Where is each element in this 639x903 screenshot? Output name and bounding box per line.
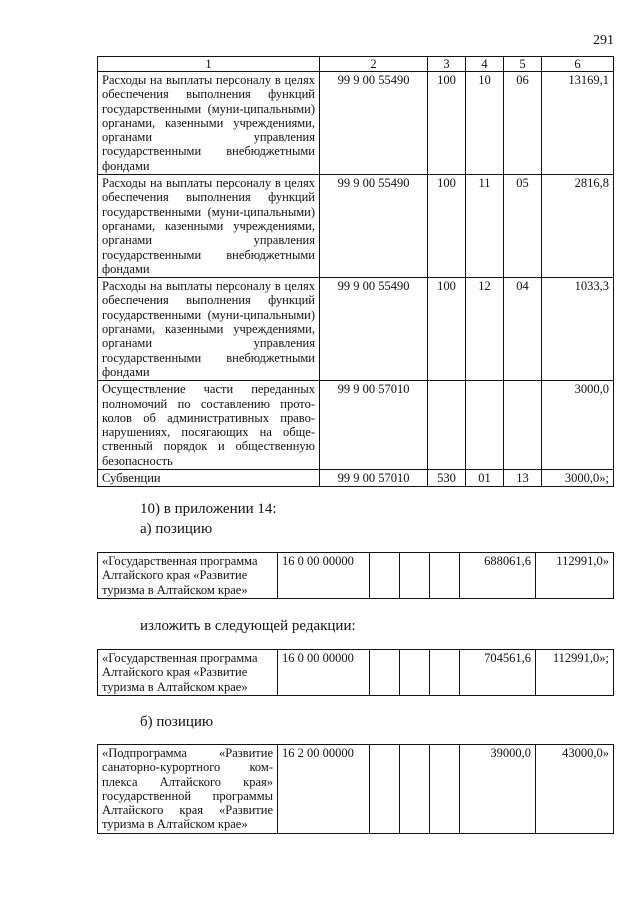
row-rz: 10 (466, 72, 504, 175)
row-sum2: 43000,0» (536, 745, 614, 834)
row-name: «Государственная программа Алтайского края «Развитие туризма в Алтайском крае» (98, 650, 278, 696)
position-a-new-table (97, 649, 614, 696)
row-rz: 01 (466, 470, 504, 487)
row-sum1: 39000,0 (460, 745, 536, 834)
row-c3 (370, 745, 400, 834)
position-b-table (97, 744, 614, 834)
item-a-text: а) позицию (140, 521, 213, 537)
row-sum: 3000,0 (542, 381, 614, 470)
row-c5 (430, 745, 460, 834)
row-vr: 100 (428, 175, 466, 278)
row-sum: 2816,8 (542, 175, 614, 278)
row-vr: 530 (428, 470, 466, 487)
row-sum: 1033,3 (542, 278, 614, 381)
row-sum1: 704561,6 (460, 650, 536, 696)
row-rz: 11 (466, 175, 504, 278)
row-code: 99 9 00 57010 (320, 470, 428, 487)
row-name: «Государственная программа Алтайского края «Развитие туризма в Алтайском крае» (98, 553, 278, 599)
row-vr: 100 (428, 278, 466, 381)
row-name: Расходы на выплаты персоналу в целях обеспечения выполнения функций государственными (муни-ципальными) органами, казенными учреждениями, органами управления государственными внебюджетными фондами (98, 175, 320, 278)
row-code: 99 9 00 55490 (320, 278, 428, 381)
row-pr: 05 (504, 175, 542, 278)
row-rz (466, 381, 504, 470)
page-number: 291 (593, 33, 614, 48)
header-cell: 2 (320, 57, 428, 72)
row-name: Расходы на выплаты персоналу в целях обеспечения выполнения функций государственными (муни-ципальными) органами, казенными учреждениями, органами управления государственными внебюджетными фондами (98, 278, 320, 381)
row-c4 (400, 553, 430, 599)
header-cell: 3 (428, 57, 466, 72)
header-cell: 4 (466, 57, 504, 72)
row-c4 (400, 650, 430, 696)
row-pr: 04 (504, 278, 542, 381)
row-name: Субвенции (98, 470, 320, 487)
header-cell: 5 (504, 57, 542, 72)
edit-text: изложить в следующей редакции: (140, 618, 356, 634)
row-sum: 3000,0»; (542, 470, 614, 487)
row-code: 16 2 00 00000 (278, 745, 370, 834)
row-c3 (370, 650, 400, 696)
row-c5 (430, 553, 460, 599)
table-row (98, 553, 614, 599)
row-sum2: 112991,0»; (536, 650, 614, 696)
table-row (98, 470, 614, 487)
table-row (98, 745, 614, 834)
table-row (98, 650, 614, 696)
header-cell: 1 (98, 57, 320, 72)
header-cell: 6 (542, 57, 614, 72)
table-header-row (98, 57, 614, 72)
row-pr (504, 381, 542, 470)
row-c5 (430, 650, 460, 696)
expenses-table (97, 56, 614, 487)
row-pr: 06 (504, 72, 542, 175)
position-a-table (97, 552, 614, 599)
row-rz: 12 (466, 278, 504, 381)
table-row (98, 175, 614, 278)
item-b-text: б) позицию (140, 714, 214, 730)
row-code: 16 0 00 00000 (278, 553, 370, 599)
row-sum1: 688061,6 (460, 553, 536, 599)
row-code: 99 9 00 55490 (320, 72, 428, 175)
row-sum: 13169,1 (542, 72, 614, 175)
table-row (98, 278, 614, 381)
table-row (98, 72, 614, 175)
row-c3 (370, 553, 400, 599)
table-row (98, 381, 614, 470)
row-name: Осуществление части переданных полномочий по составлению прото-колов об административных право-нарушениях, посягающих на обще-ственный порядок и общественную безопасность (98, 381, 320, 470)
row-vr: 100 (428, 72, 466, 175)
row-c4 (400, 745, 430, 834)
row-name: «Подпрограмма «Развитие санаторно-курортного ком-плекса Алтайского края» государственной программы Алтайского края «Развитие туризма в Алтайском крае» (98, 745, 278, 834)
row-code: 99 9 00 57010 (320, 381, 428, 470)
item-10-text: 10) в приложении 14: (140, 501, 277, 517)
row-sum2: 112991,0» (536, 553, 614, 599)
row-pr: 13 (504, 470, 542, 487)
row-code: 16 0 00 00000 (278, 650, 370, 696)
row-vr (428, 381, 466, 470)
row-name: Расходы на выплаты персоналу в целях обеспечения выполнения функций государственными (муни-ципальными) органами, казенными учреждениями, органами управления государственными внебюджетными фондами (98, 72, 320, 175)
row-code: 99 9 00 55490 (320, 175, 428, 278)
